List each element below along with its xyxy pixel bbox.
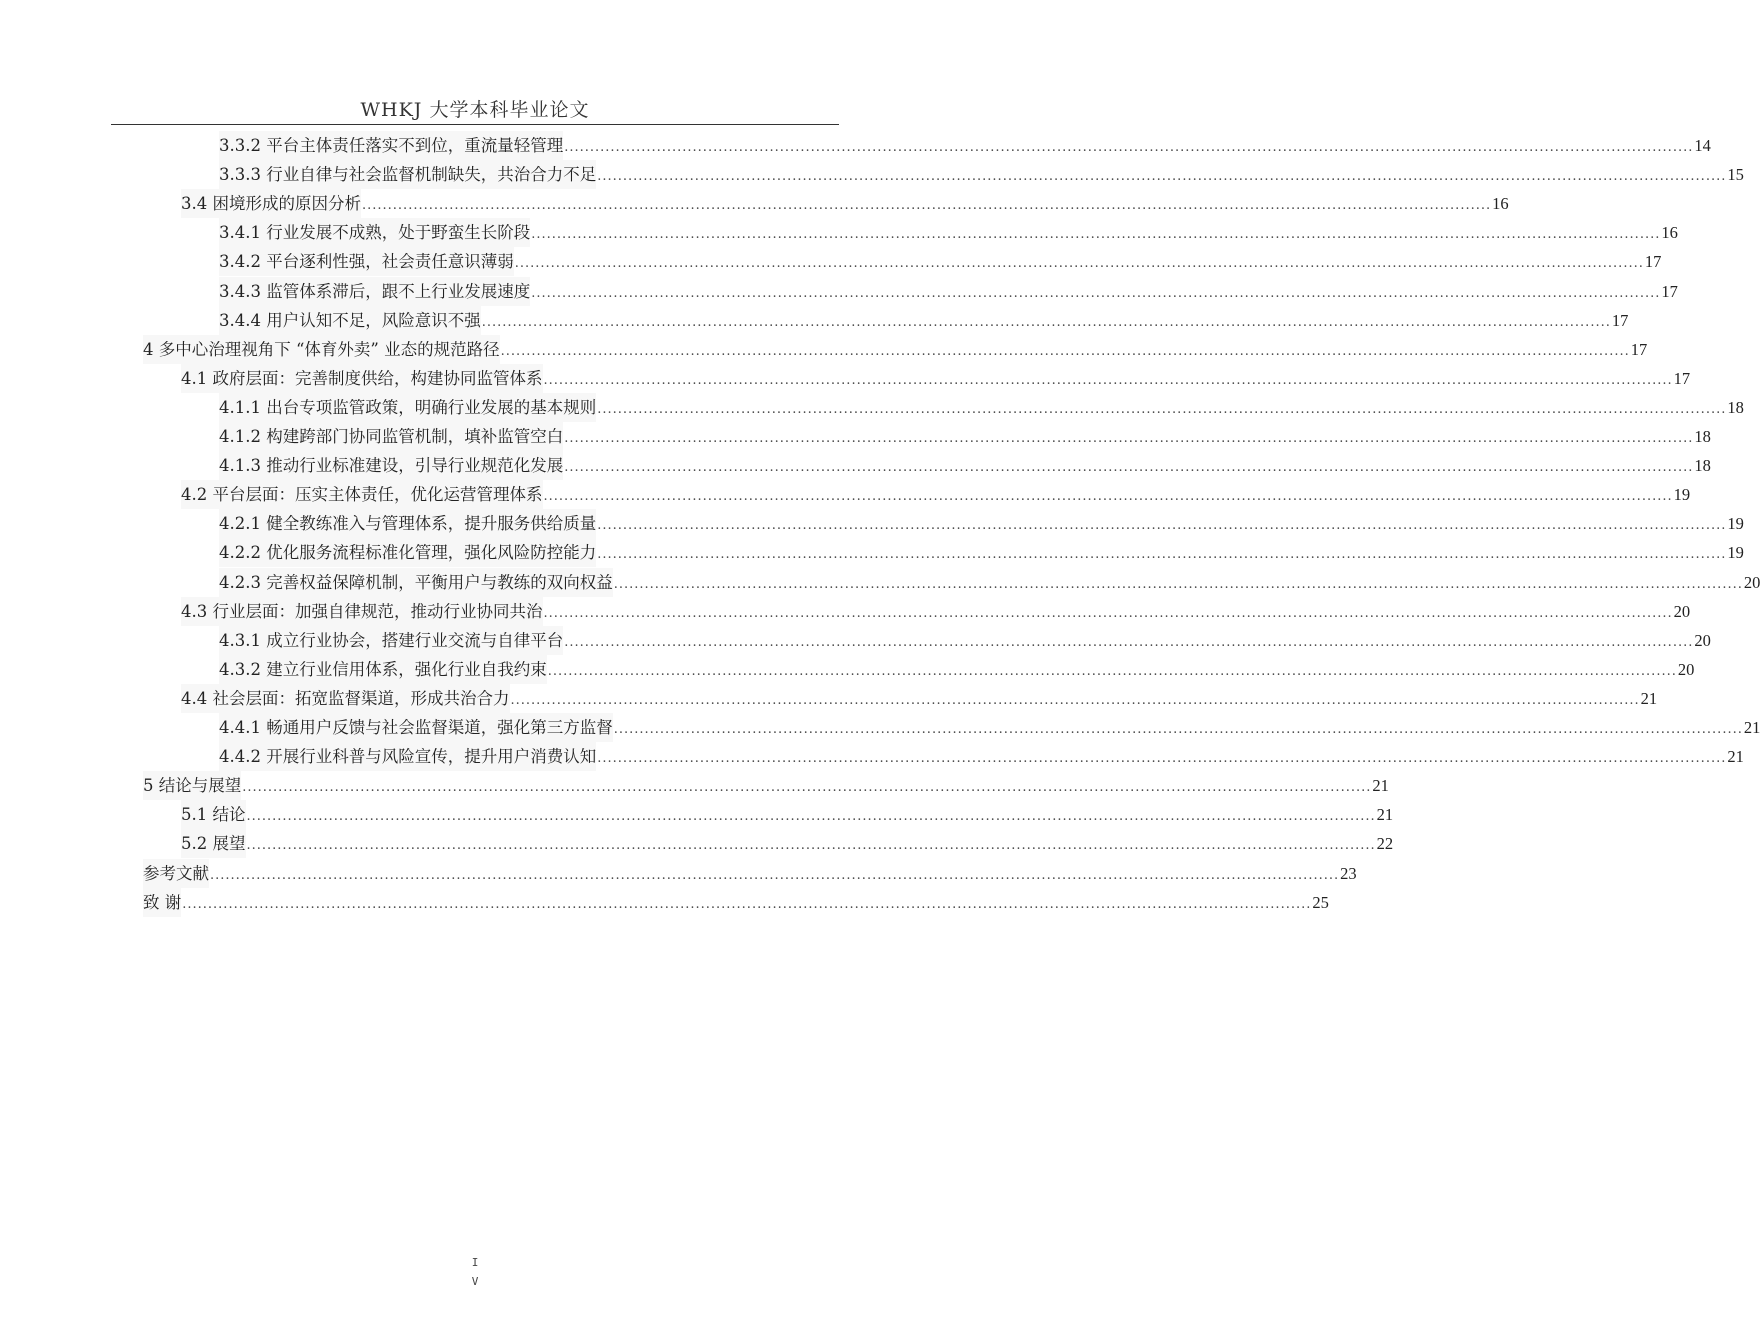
toc-entry-title: 3.4.3 监管体系滞后，跟不上行业发展速度 [219,277,530,306]
toc-entry[interactable] [219,277,1678,306]
toc-entry-page: 21 [1376,805,1394,825]
toc-entry-page: 18 [1727,397,1744,417]
toc-entry-page: 20 [1673,601,1691,621]
toc-leader-dots: ............................................................................................................................................................................................................................ [564,140,1694,155]
toc-leader-dots: ............................................................................................................................................................................................................................ [510,692,1640,708]
toc-leader-dots: ............................................................................................................................................................................................................................ [182,896,1312,912]
toc-leader-dots: ............................................................................................................................................................................................................................ [246,809,1376,825]
toc-entry-page: 17 [1611,310,1629,330]
toc-entry-title: 4.2.1 健全教练准入与管理体系，提升服务供给质量 [219,509,596,538]
toc-entry-title: 4.3.1 成立行业协会，搭建行业交流与自律平台 [219,626,563,655]
toc-leader-dots: ............................................................................................................................................................................................................................ [543,605,1673,621]
toc-entry-title: 4.2.2 优化服务流程标准化管理，强化风险防控能力 [219,538,596,567]
toc-leader-dots: ............................................................................................................................................................................................................................ [597,547,1727,563]
toc-entry-title: 4.1.3 推动行业标准建设，引导行业规范化发展 [219,451,563,480]
toc-entry[interactable] [219,422,1711,451]
toc-leader-dots: ............................................................................................................................................................................................................................ [564,634,1694,650]
toc-entry-title: 4.1 政府层面：完善制度供给，构建协同监管体系 [181,364,543,393]
toc-entry-page: 17 [1661,281,1678,301]
toc-entry[interactable] [181,800,1394,829]
toc-entry-page: 17 [1644,252,1662,272]
toc-leader-dots: ............................................................................................................................................................................................................................ [242,780,1372,796]
toc-entry[interactable] [143,859,1357,888]
toc-entry-page: 17 [1673,368,1691,388]
toc-leader-dots: ............................................................................................................................................................................................................................ [613,722,1743,737]
toc-entry[interactable] [219,131,1711,160]
toc-entry-page: 21 [1727,747,1744,767]
page-header: WHKJ 大学本科毕业论文 [360,99,590,121]
toc-entry-title: 4.2 平台层面：压实主体责任，优化运营管理体系 [181,480,543,509]
toc-entry-title: 4.3.2 建立行业信用体系，强化行业自我约束 [219,655,547,684]
toc-entry-title: 4.1.2 构建跨部门协同监管机制，填补监管空白 [219,422,563,451]
toc-leader-dots: ............................................................................................................................................................................................................................ [246,838,1376,854]
toc-entry[interactable] [143,335,1648,364]
toc-leader-dots: ............................................................................................................................................................................................................................ [514,256,1644,272]
toc-entry-title: 4.4.2 开展行业科普与风险宣传，提升用户消费认知 [219,742,596,771]
page-number-bottom: V [471,1275,479,1288]
toc-leader-dots: ............................................................................................................................................................................................................................ [547,663,1677,679]
toc-entry-page: 18 [1694,427,1711,446]
toc-entry-page: 22 [1376,834,1394,854]
toc-entry-page: 25 [1312,892,1329,912]
toc-leader-dots: ............................................................................................................................................................................................................................ [597,401,1727,417]
toc-entry-title: 4.1.1 出台专项监管政策，明确行业发展的基本规则 [219,393,596,422]
toc-entry-page: 17 [1630,339,1648,359]
toc-entry-title: 4.4.1 畅通用户反馈与社会监督渠道，强化第三方监督 [219,713,613,742]
toc-entry[interactable] [219,742,1744,771]
toc-entry-page: 16 [1661,223,1678,243]
toc-entry[interactable] [181,189,1509,218]
toc-leader-dots: ............................................................................................................................................................................................................................ [210,867,1340,883]
toc-entry[interactable] [219,160,1744,189]
toc-entry-page: 18 [1694,456,1711,476]
toc-entry-page: 21 [1743,718,1760,737]
toc-leader-dots: ............................................................................................................................................................................................................................ [543,372,1673,388]
toc-entry-title: 3.4 困境形成的原因分析 [181,189,361,218]
toc-entry[interactable] [219,626,1711,655]
toc-entry[interactable] [219,509,1744,538]
toc-entry[interactable] [181,684,1658,713]
toc-entry-title: 5 结论与展望 [143,771,241,800]
toc-entry[interactable] [219,451,1711,480]
toc-leader-dots: ............................................................................................................................................................................................................................ [362,198,1492,214]
header-rule [111,124,839,125]
toc-entry-title: 5.2 展望 [181,829,246,858]
toc-entry[interactable] [219,713,1760,742]
toc-entry[interactable] [219,538,1744,567]
toc-entry-title: 3.4.2 平台逐利性强，社会责任意识薄弱 [219,247,514,276]
toc-leader-dots: ............................................................................................................................................................................................................................ [597,751,1727,767]
toc-entry[interactable] [219,306,1629,335]
toc-entry[interactable] [219,568,1760,597]
toc-entry-page: 19 [1727,514,1744,534]
toc-entry[interactable] [143,771,1389,800]
toc-entry-page: 21 [1372,776,1389,796]
toc-entry[interactable] [181,829,1394,858]
toc-entry-page: 20 [1743,572,1760,592]
toc-entry[interactable] [181,480,1691,509]
toc-entry[interactable] [181,597,1691,626]
toc-entry-title: 4.3 行业层面：加强自律规范，推动行业协同共治 [181,597,543,626]
page-number-top: I [471,1256,479,1269]
toc-leader-dots: ............................................................................................................................................................................................................................ [531,227,1661,243]
toc-leader-dots: ............................................................................................................................................................................................................................ [564,431,1694,446]
toc-entry[interactable] [219,247,1662,276]
toc-leader-dots: ............................................................................................................................................................................................................................ [597,518,1727,534]
toc-entry-page: 20 [1694,630,1711,650]
toc-entry-title: 5.1 结论 [181,800,246,829]
toc-entry[interactable] [143,888,1329,917]
toc-leader-dots: ............................................................................................................................................................................................................................ [500,343,1630,359]
toc-entry[interactable] [219,655,1695,684]
toc-entry-title: 4 多中心治理视角下 “体育外卖” 业态的规范路径 [143,335,500,364]
toc-entry-page: 19 [1727,543,1744,563]
toc-entry[interactable] [219,218,1678,247]
toc-entry-title: 3.4.1 行业发展不成熟，处于野蛮生长阶段 [219,218,530,247]
toc-entry-title: 3.3.3 行业自律与社会监督机制缺失，共治合力不足 [219,160,596,189]
toc-entry[interactable] [181,364,1691,393]
toc-entry-title: 4.2.3 完善权益保障机制，平衡用户与教练的双向权益 [219,568,613,597]
toc-entry-page: 14 [1694,136,1711,155]
toc-entry-page: 15 [1727,165,1744,185]
toc-entry-title: 致 谢 [143,888,181,917]
toc-entry-page: 20 [1677,659,1695,679]
toc-entry-title: 参考文献 [143,859,209,888]
toc-leader-dots: ............................................................................................................................................................................................................................ [531,285,1661,301]
toc-leader-dots: ............................................................................................................................................................................................................................ [564,460,1694,476]
toc-entry-page: 19 [1673,485,1691,505]
toc-entry-title: 3.4.4 用户认知不足，风险意识不强 [219,306,481,335]
toc-leader-dots: ............................................................................................................................................................................................................................ [481,314,1611,330]
toc-leader-dots: ............................................................................................................................................................................................................................ [597,169,1727,185]
toc-entry-title: 4.4 社会层面：拓宽监督渠道，形成共治合力 [181,684,510,713]
toc-leader-dots: ............................................................................................................................................................................................................................ [613,576,1743,592]
toc-entry-page: 16 [1492,194,1509,214]
toc-leader-dots: ............................................................................................................................................................................................................................ [543,489,1673,505]
toc-entry-page: 21 [1640,688,1658,708]
toc-entry-page: 23 [1340,863,1357,883]
toc-entry[interactable] [219,393,1744,422]
toc-entry-title: 3.3.2 平台主体责任落实不到位，重流量轻管理 [219,131,563,160]
